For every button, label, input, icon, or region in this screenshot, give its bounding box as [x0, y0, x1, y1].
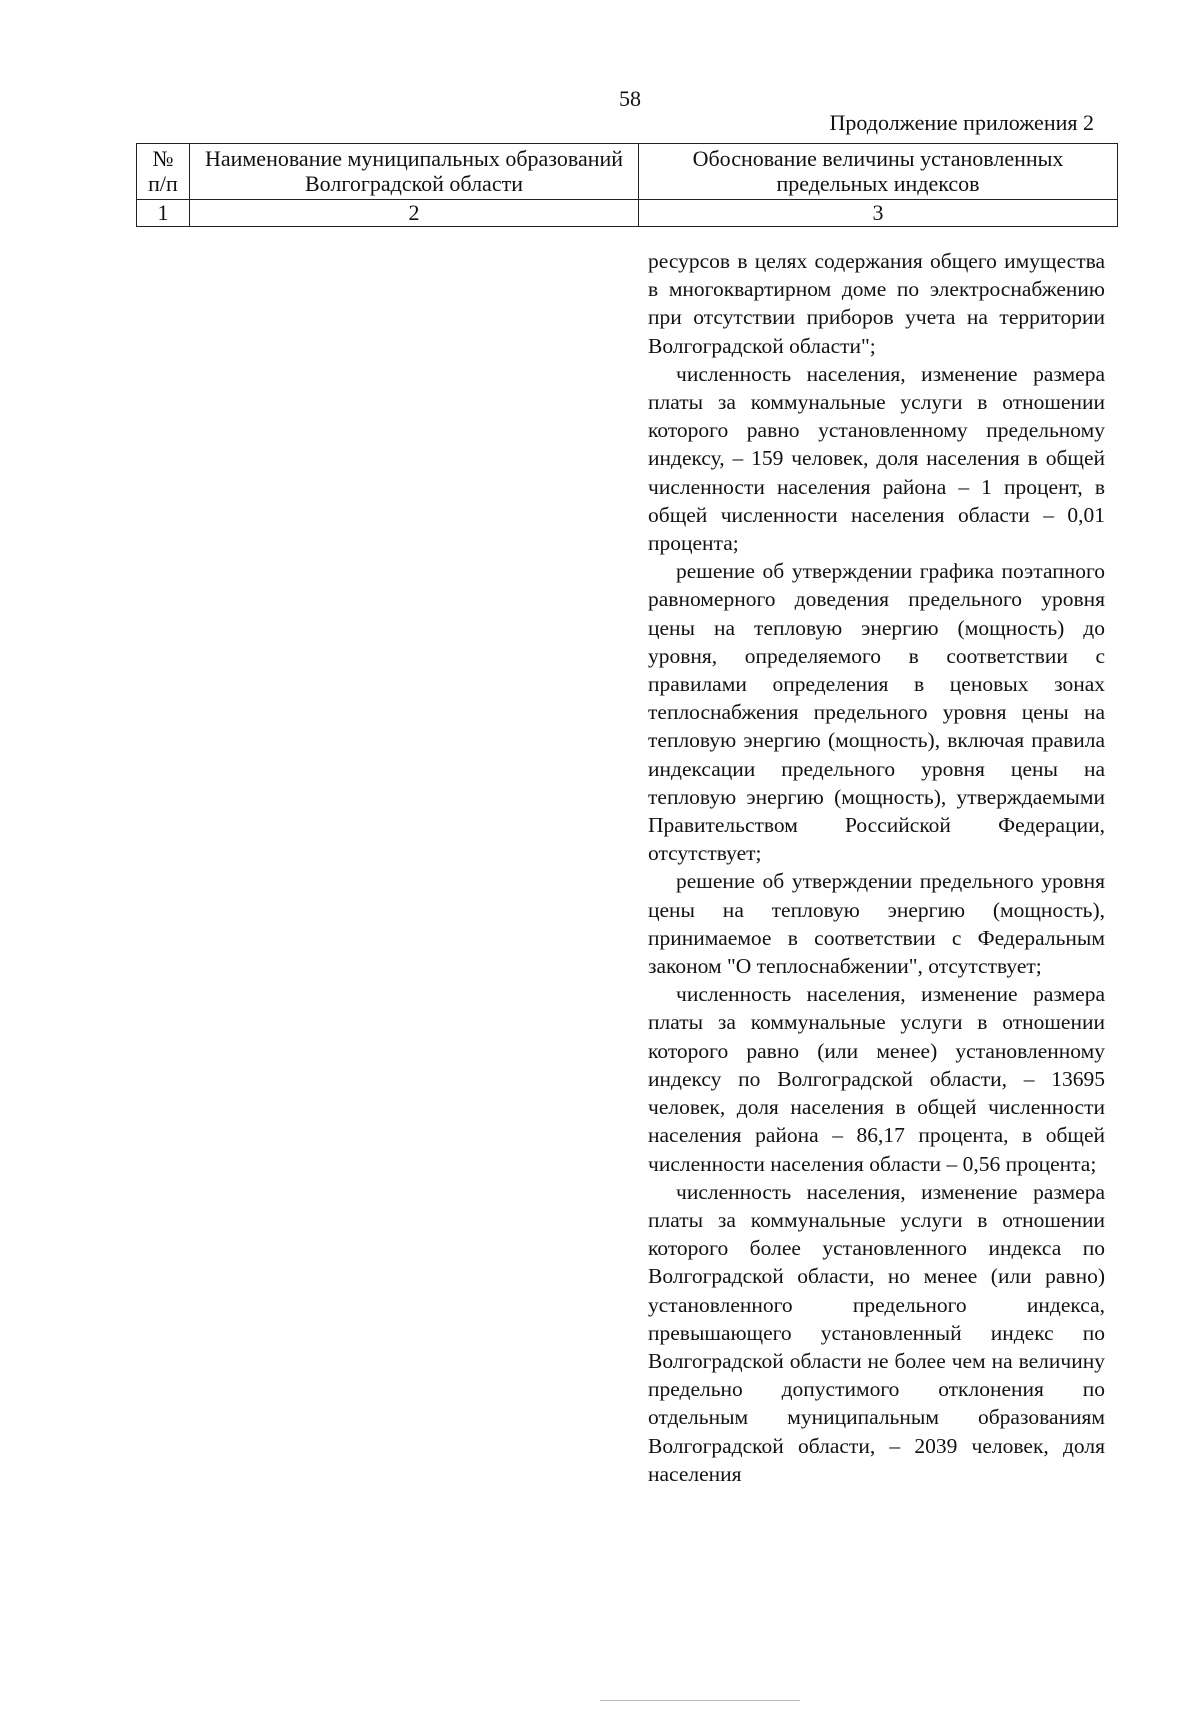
- paragraph: численность населения, изменение размера платы за коммунальные услуги в отношении которого равно (или менее) установленному индексу по Волгоградской области, – 13695 человек, доля населения в общей численности населения района – 86,17 процента, в общей численности населения области – 0,56 процента;: [648, 982, 1105, 1176]
- header-municipality: Наименование муниципальных образований Волгоградской области: [190, 144, 639, 200]
- page-number: 58: [619, 86, 641, 111]
- justification-text: [648, 247, 1105, 1488]
- paragraph: решение об утверждении графика поэтапного равномерного доведения предельного уровня цены на тепловую энергию (мощность) до уровня, определяемого в соответствии с правилами определения в ценовых зонах теплоснабжения предельного уровня цены на тепловую энергию (мощность), включая правила индексации предельного уровня цены на тепловую энергию (мощность), утверждаемыми Правительством Российской Федерации, отсутствует;: [648, 559, 1105, 866]
- continuation-label: Продолжение приложения 2: [829, 110, 1094, 135]
- scan-edge-line: [600, 1700, 800, 1701]
- paragraph: ресурсов в целях содержания общего имущества в многоквартирном доме по электроснабжению при отсутствии приборов учета на территории Волгоградской области";: [648, 249, 1105, 358]
- header-justification: Обоснование величины установленных предельных индексов: [639, 144, 1118, 200]
- column-number-2: 2: [190, 199, 639, 226]
- header-number: № п/п: [137, 144, 190, 200]
- paragraph: численность населения, изменение размера платы за коммунальные услуги в отношении которого более установленного индекса по Волгоградской области, но менее (или равно) установленного предельного индекса, превышающего установленный индекс по Волгоградской области не более чем на величину предельно допустимого отклонения по отдельным муниципальным образованиям Волгоградской области, – 2039 человек, доля населения: [648, 1179, 1105, 1486]
- column-number-3: 3: [639, 199, 1118, 226]
- header-table: [136, 143, 1118, 227]
- paragraph: численность населения, изменение размера платы за коммунальные услуги в отношении которого равно установленному предельному индексу, – 159 человек, доля населения в общей численности населения района – 1 процент, в общей численности населения области – 0,01 процента;: [648, 361, 1105, 556]
- column-number-1: 1: [137, 199, 190, 226]
- paragraph: решение об утверждении предельного уровня цены на тепловую энергию (мощность), принимаемое в соответствии с Федеральным законом "О теплоснабжении", отсутствует;: [648, 869, 1105, 979]
- table-column-numbers-row: [137, 199, 1118, 226]
- table-header-row: [137, 144, 1118, 200]
